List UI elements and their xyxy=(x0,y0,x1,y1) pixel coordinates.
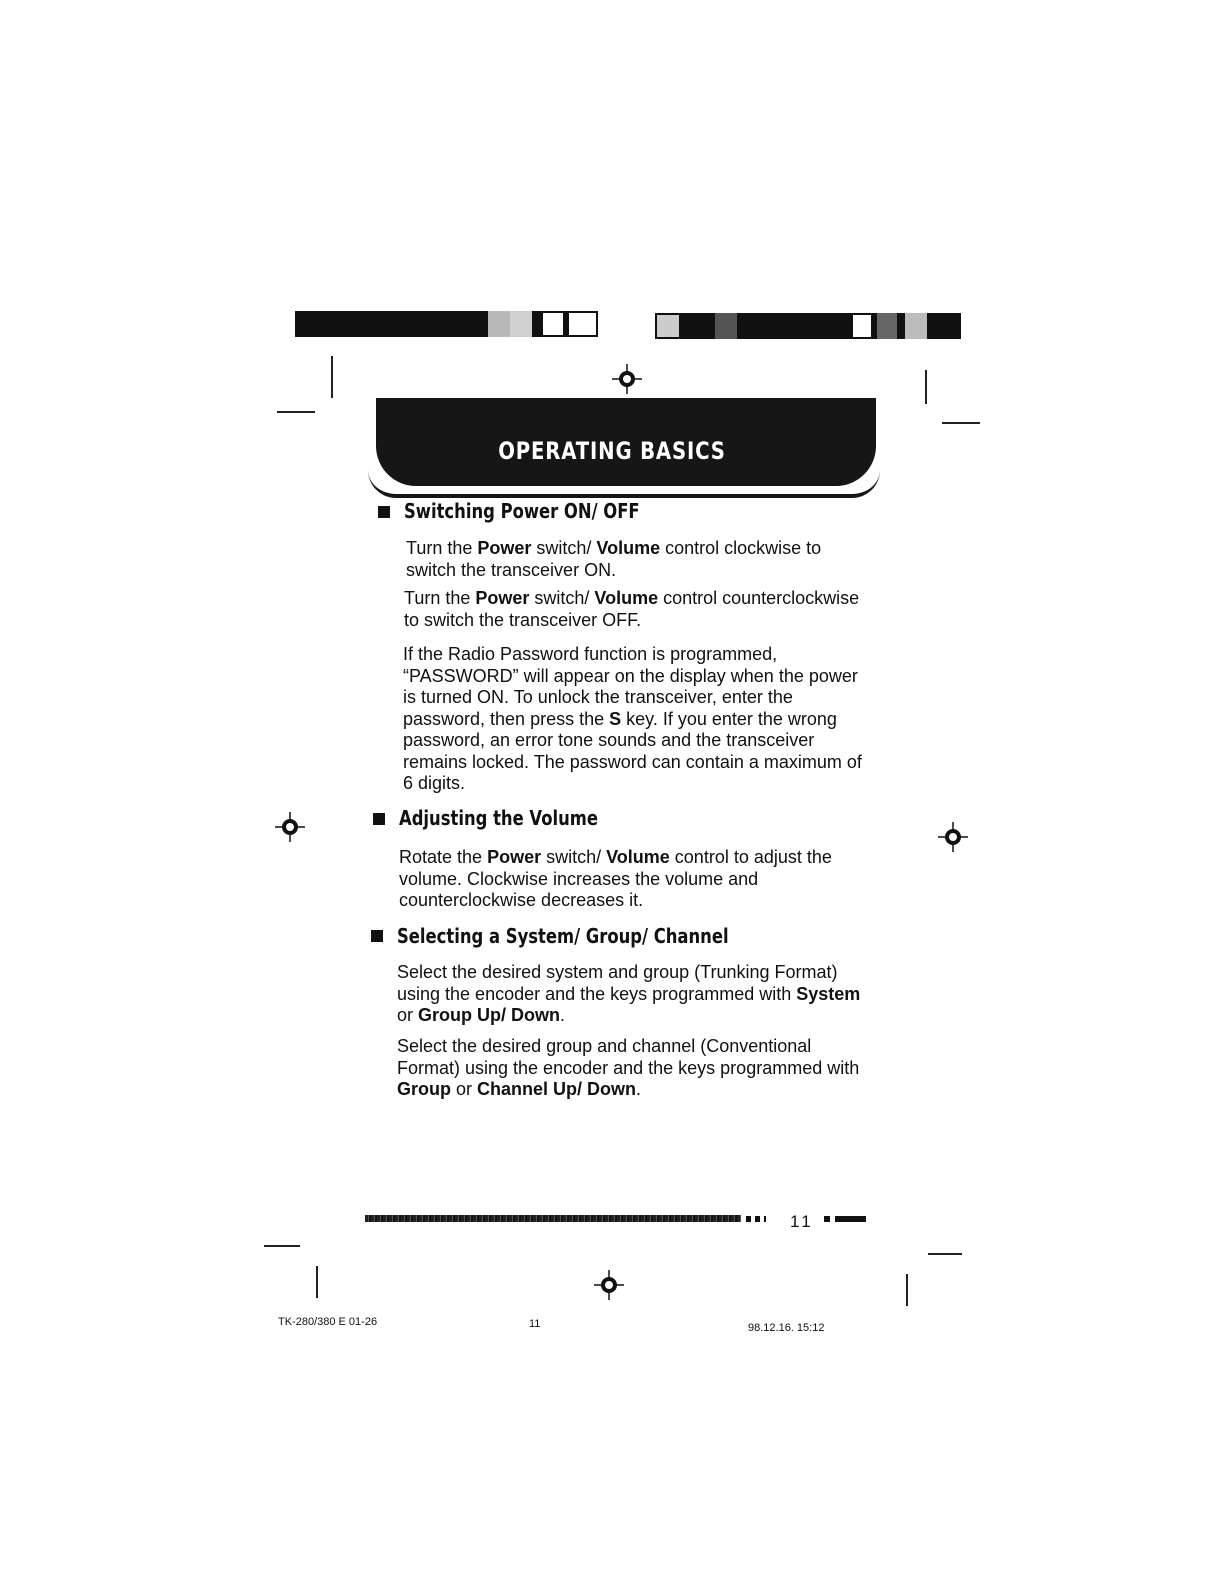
registration-target-icon xyxy=(275,812,305,842)
section-heading: Adjusting the Volume xyxy=(399,806,599,830)
crop-mark xyxy=(316,1266,318,1298)
section-heading: Selecting a System/ Group/ Channel xyxy=(397,924,729,948)
paragraph: Rotate the Power switch/ Volume control to adjust the volume. Clockwise increases the volume and counterclockwise decreases it. xyxy=(399,847,832,910)
bullet-square-icon xyxy=(371,930,383,942)
footer-page: 11 xyxy=(529,1318,541,1330)
crop-mark xyxy=(928,1253,962,1255)
header-banner-curve xyxy=(368,470,880,498)
page-title: OPERATING BASICS xyxy=(498,437,726,465)
bullet-square-icon xyxy=(373,813,385,825)
section-heading: Switching Power ON/ OFF xyxy=(404,499,640,523)
paragraph: Select the desired group and channel (Conventional Format) using the encoder and the keys programmed with Group or Channel Up/ Down. xyxy=(397,1036,860,1099)
page-number-dots xyxy=(746,1216,766,1222)
registration-bar-right xyxy=(655,313,961,339)
paragraph: Select the desired system and group (Trunking Format) using the encoder and the keys programmed with System or Group Up/ Down. xyxy=(397,962,861,1025)
crop-mark xyxy=(264,1245,300,1247)
footer-timestamp: 98.12.16. 15:12 xyxy=(748,1322,825,1334)
registration-bar-left xyxy=(295,311,598,337)
page-number-rule-end xyxy=(824,1216,866,1222)
footer-file-id: TK-280/380 E 01-26 xyxy=(278,1316,378,1328)
page-number-rule xyxy=(365,1215,741,1222)
registration-target-icon xyxy=(938,822,968,852)
crop-mark xyxy=(331,356,333,398)
paragraph: Turn the Power switch/ Volume control clockwise to switch the transceiver ON. xyxy=(406,538,822,580)
crop-mark xyxy=(906,1274,908,1306)
crop-mark xyxy=(942,422,980,424)
bullet-square-icon xyxy=(378,506,390,518)
registration-target-icon xyxy=(612,364,642,394)
crop-mark xyxy=(925,370,927,404)
paragraph: If the Radio Password function is programmed, “PASSWORD” will appear on the display when the power is turned ON. To unlock the transceiver, enter the password, then press the S key. If you enter the wrong password, an error tone sounds and the transceiver remains locked. The password can contain a maximum of 6 digits. xyxy=(403,644,862,793)
page-number: 11 xyxy=(790,1212,814,1231)
registration-target-icon xyxy=(594,1270,624,1300)
paragraph: Turn the Power switch/ Volume control counterclockwise to switch the transceiver OFF. xyxy=(404,588,860,630)
crop-mark xyxy=(277,411,315,413)
